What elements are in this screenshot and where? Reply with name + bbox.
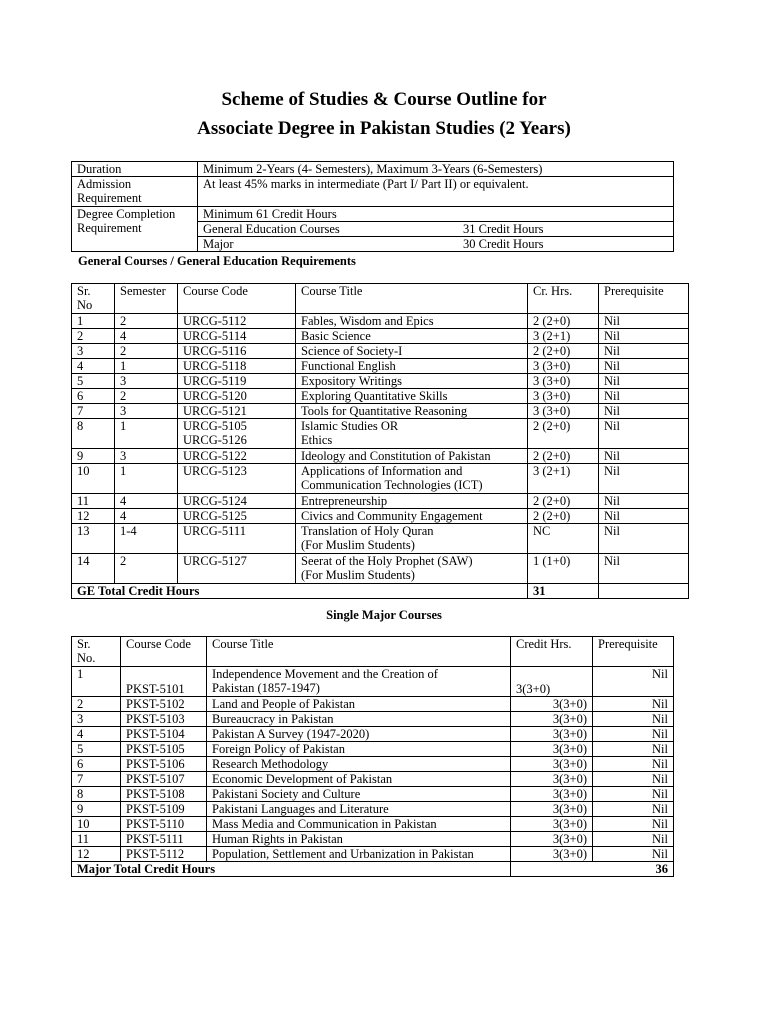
sr-cell: 7 xyxy=(72,404,115,419)
completion-label: Degree Completion Requirement xyxy=(72,207,198,252)
course-code-cell: URCG-5122 xyxy=(178,449,296,464)
course-code-cell: URCG-5112 xyxy=(178,314,296,329)
prerequisite-cell: Nil xyxy=(599,314,689,329)
course-title-cell: Exploring Quantitative Skills xyxy=(296,389,528,404)
table-row xyxy=(72,712,674,727)
credit-hours-cell: 2 (2+0) xyxy=(528,419,599,449)
prerequisite-cell: Nil xyxy=(599,359,689,374)
course-title-cell: Translation of Holy Quran (For Muslim Students) xyxy=(296,524,528,554)
credit-hours-cell: 3 (3+0) xyxy=(528,374,599,389)
table-row xyxy=(72,772,674,787)
semester-cell: 2 xyxy=(115,344,178,359)
table-row xyxy=(72,817,674,832)
course-code-cell: PKST-5102 xyxy=(121,697,207,712)
course-title-cell: Ideology and Constitution of Pakistan xyxy=(296,449,528,464)
credit-hours-cell: 3(3+0) xyxy=(511,667,593,697)
course-code-cell: PKST-5104 xyxy=(121,727,207,742)
general-section-title: General Courses / General Education Requirements xyxy=(78,254,356,268)
course-title-cell: Pakistani Society and Culture xyxy=(207,787,511,802)
major-total-row xyxy=(72,862,674,877)
semester-cell: 4 xyxy=(115,494,178,509)
table-row xyxy=(72,802,674,817)
total-label: GE Total Credit Hours xyxy=(72,584,528,599)
course-title-cell: Human Rights in Pakistan xyxy=(207,832,511,847)
course-title-cell: Independence Movement and the Creation of Pakistan (1857-1947) xyxy=(207,667,511,697)
course-code-cell: URCG-5111 xyxy=(178,524,296,554)
col-header-sr: Sr. No xyxy=(72,284,115,314)
semester-cell: 4 xyxy=(115,509,178,524)
semester-cell: 2 xyxy=(115,554,178,584)
sr-cell: 6 xyxy=(72,757,121,772)
prerequisite-cell: Nil xyxy=(593,772,674,787)
credit-hours-cell: 2 (2+0) xyxy=(528,509,599,524)
major-header-row xyxy=(72,637,674,667)
table-row xyxy=(72,832,674,847)
credit-hours-cell: 2 (2+0) xyxy=(528,344,599,359)
sr-cell: 2 xyxy=(72,697,121,712)
prerequisite-cell: Nil xyxy=(593,742,674,757)
table-row xyxy=(72,419,689,449)
prerequisite-cell: Nil xyxy=(593,712,674,727)
col-header-prereq: Prerequisite xyxy=(593,637,674,667)
admission-value: At least 45% marks in intermediate (Part I/ Part II) or equivalent. xyxy=(198,177,674,207)
col-header-semester: Semester xyxy=(115,284,178,314)
semester-cell: 1 xyxy=(115,419,178,449)
prerequisite-cell: Nil xyxy=(593,727,674,742)
page-title: Scheme of Studies & Course Outline for xyxy=(221,89,547,110)
sr-cell: 14 xyxy=(72,554,115,584)
prerequisite-cell: Nil xyxy=(593,847,674,862)
course-title-cell: Civics and Community Engagement xyxy=(296,509,528,524)
completion-row xyxy=(72,207,674,222)
course-title-cell: Seerat of the Holy Prophet (SAW) (For Muslim Students) xyxy=(296,554,528,584)
credit-hours-cell: 3(3+0) xyxy=(511,757,593,772)
semester-cell: 4 xyxy=(115,329,178,344)
sr-cell: 3 xyxy=(72,712,121,727)
col-header-code: Course Code xyxy=(121,637,207,667)
sr-cell: 7 xyxy=(72,772,121,787)
prerequisite-cell: Nil xyxy=(593,757,674,772)
sr-cell: 12 xyxy=(72,509,115,524)
course-title-cell: Economic Development of Pakistan xyxy=(207,772,511,787)
table-row xyxy=(72,757,674,772)
semester-cell: 1-4 xyxy=(115,524,178,554)
sr-cell: 6 xyxy=(72,389,115,404)
credit-hours-cell: NC xyxy=(528,524,599,554)
major-hours-cell: Major 30 Credit Hours xyxy=(198,237,674,252)
credit-hours-cell: 3(3+0) xyxy=(511,802,593,817)
course-title-cell: Land and People of Pakistan xyxy=(207,697,511,712)
prerequisite-cell: Nil xyxy=(593,802,674,817)
major-courses-table xyxy=(71,636,674,877)
general-total-row xyxy=(72,584,689,599)
duration-row xyxy=(72,162,674,177)
duration-label: Duration xyxy=(72,162,198,177)
prerequisite-cell: Nil xyxy=(593,667,674,697)
table-row xyxy=(72,787,674,802)
course-title-cell: Islamic Studies OR Ethics xyxy=(296,419,528,449)
prerequisite-cell: Nil xyxy=(599,344,689,359)
credit-hours-cell: 3 (2+1) xyxy=(528,329,599,344)
credit-hours-cell: 3(3+0) xyxy=(511,742,593,757)
course-title-cell: Expository Writings xyxy=(296,374,528,389)
credit-hours-cell: 3(3+0) xyxy=(511,772,593,787)
prerequisite-cell: Nil xyxy=(599,449,689,464)
course-title-cell: Mass Media and Communication in Pakistan xyxy=(207,817,511,832)
course-code-cell: URCG-5105 URCG-5126 xyxy=(178,419,296,449)
course-code-cell: PKST-5101 xyxy=(121,667,207,697)
course-code-cell: URCG-5114 xyxy=(178,329,296,344)
credit-hours-cell: 3(3+0) xyxy=(511,697,593,712)
total-value: 31 xyxy=(528,584,599,599)
prerequisite-cell: Nil xyxy=(599,494,689,509)
general-header-row xyxy=(72,284,689,314)
prerequisite-cell: Nil xyxy=(599,419,689,449)
sr-cell: 1 xyxy=(72,667,121,697)
course-title-cell: Science of Society-I xyxy=(296,344,528,359)
table-row xyxy=(72,509,689,524)
credit-hours-cell: 3(3+0) xyxy=(511,727,593,742)
semester-cell: 3 xyxy=(115,374,178,389)
credit-hours-cell: 2 (2+0) xyxy=(528,449,599,464)
total-label: Major Total Credit Hours xyxy=(72,862,511,877)
table-row xyxy=(72,374,689,389)
prerequisite-cell: Nil xyxy=(593,697,674,712)
course-code-cell: URCG-5127 xyxy=(178,554,296,584)
col-header-credit: Credit Hrs. xyxy=(511,637,593,667)
credit-hours-cell: 3(3+0) xyxy=(511,832,593,847)
col-header-credit: Cr. Hrs. xyxy=(528,284,599,314)
credit-hours-cell: 3 (3+0) xyxy=(528,389,599,404)
course-title-cell: Bureaucracy in Pakistan xyxy=(207,712,511,727)
semester-cell: 2 xyxy=(115,314,178,329)
duration-value: Minimum 2-Years (4- Semesters), Maximum 3-Years (6-Semesters) xyxy=(198,162,674,177)
course-title-cell: Population, Settlement and Urbanization in Pakistan xyxy=(207,847,511,862)
course-title-cell: Tools for Quantitative Reasoning xyxy=(296,404,528,419)
course-code-cell: PKST-5105 xyxy=(121,742,207,757)
sr-cell: 9 xyxy=(72,802,121,817)
course-title-cell: Pakistan A Survey (1947-2020) xyxy=(207,727,511,742)
credit-hours-cell: 3(3+0) xyxy=(511,787,593,802)
prerequisite-cell: Nil xyxy=(599,464,689,494)
credit-hours-cell: 3 (3+0) xyxy=(528,359,599,374)
credit-hours-cell: 3(3+0) xyxy=(511,712,593,727)
course-title-cell: Foreign Policy of Pakistan xyxy=(207,742,511,757)
col-header-code: Course Code xyxy=(178,284,296,314)
course-code-cell: URCG-5120 xyxy=(178,389,296,404)
prerequisite-cell: Nil xyxy=(599,554,689,584)
prerequisite-cell: Nil xyxy=(593,817,674,832)
credit-hours-cell: 3 (2+1) xyxy=(528,464,599,494)
table-row xyxy=(72,847,674,862)
program-info-table xyxy=(71,161,674,252)
course-code-cell: PKST-5111 xyxy=(121,832,207,847)
admission-label: Admission Requirement xyxy=(72,177,198,207)
semester-cell: 3 xyxy=(115,404,178,419)
sr-cell: 8 xyxy=(72,419,115,449)
total-empty xyxy=(599,584,689,599)
prerequisite-cell: Nil xyxy=(593,832,674,847)
semester-cell: 1 xyxy=(115,464,178,494)
sr-cell: 10 xyxy=(72,817,121,832)
semester-cell: 2 xyxy=(115,389,178,404)
course-code-cell: URCG-5124 xyxy=(178,494,296,509)
course-code-cell: PKST-5103 xyxy=(121,712,207,727)
credit-hours-cell: 3 (3+0) xyxy=(528,404,599,419)
credit-hours-cell: 1 (1+0) xyxy=(528,554,599,584)
sr-cell: 1 xyxy=(72,314,115,329)
table-row xyxy=(72,727,674,742)
prerequisite-cell: Nil xyxy=(599,329,689,344)
course-title-cell: Research Methodology xyxy=(207,757,511,772)
course-code-cell: URCG-5125 xyxy=(178,509,296,524)
semester-cell: 1 xyxy=(115,359,178,374)
table-row xyxy=(72,314,689,329)
semester-cell: 3 xyxy=(115,449,178,464)
prerequisite-cell: Nil xyxy=(599,404,689,419)
table-row xyxy=(72,449,689,464)
sr-cell: 4 xyxy=(72,359,115,374)
major-section-title: Single Major Courses xyxy=(326,608,442,622)
table-row xyxy=(72,359,689,374)
sr-cell: 11 xyxy=(72,832,121,847)
course-code-cell: PKST-5112 xyxy=(121,847,207,862)
course-code-cell: PKST-5109 xyxy=(121,802,207,817)
total-value: 36 xyxy=(511,862,674,877)
table-row xyxy=(72,404,689,419)
sr-cell: 8 xyxy=(72,787,121,802)
table-row xyxy=(72,667,674,697)
sr-cell: 2 xyxy=(72,329,115,344)
credit-hours-cell: 3(3+0) xyxy=(511,847,593,862)
course-code-cell: PKST-5107 xyxy=(121,772,207,787)
course-title-cell: Fables, Wisdom and Epics xyxy=(296,314,528,329)
table-row xyxy=(72,494,689,509)
prerequisite-cell: Nil xyxy=(599,509,689,524)
course-code-cell: PKST-5108 xyxy=(121,787,207,802)
sr-cell: 4 xyxy=(72,727,121,742)
course-title-cell: Applications of Information and Communication Technologies (ICT) xyxy=(296,464,528,494)
course-title-cell: Entrepreneurship xyxy=(296,494,528,509)
course-title-cell: Functional English xyxy=(296,359,528,374)
prerequisite-cell: Nil xyxy=(599,524,689,554)
table-row xyxy=(72,554,689,584)
course-code-cell: URCG-5116 xyxy=(178,344,296,359)
table-row xyxy=(72,742,674,757)
col-header-prereq: Prerequisite xyxy=(599,284,689,314)
course-title-cell: Basic Science xyxy=(296,329,528,344)
table-row xyxy=(72,464,689,494)
completion-value: Minimum 61 Credit Hours xyxy=(198,207,674,222)
page-subtitle: Associate Degree in Pakistan Studies (2 Years) xyxy=(197,118,571,139)
course-code-cell: URCG-5118 xyxy=(178,359,296,374)
prerequisite-cell: Nil xyxy=(593,787,674,802)
course-code-cell: PKST-5106 xyxy=(121,757,207,772)
course-code-cell: URCG-5123 xyxy=(178,464,296,494)
table-row xyxy=(72,329,689,344)
sr-cell: 9 xyxy=(72,449,115,464)
table-row xyxy=(72,344,689,359)
table-row xyxy=(72,697,674,712)
prerequisite-cell: Nil xyxy=(599,374,689,389)
sr-cell: 5 xyxy=(72,742,121,757)
col-header-title: Course Title xyxy=(207,637,511,667)
sr-cell: 3 xyxy=(72,344,115,359)
table-row xyxy=(72,524,689,554)
general-courses-table xyxy=(71,283,689,599)
col-header-sr: Sr. No. xyxy=(72,637,121,667)
admission-row xyxy=(72,177,674,207)
course-title-cell: Pakistani Languages and Literature xyxy=(207,802,511,817)
prerequisite-cell: Nil xyxy=(599,389,689,404)
course-code-cell: URCG-5119 xyxy=(178,374,296,389)
sr-cell: 11 xyxy=(72,494,115,509)
gen-ed-hours-cell: General Education Courses 31 Credit Hours xyxy=(198,222,674,237)
course-code-cell: URCG-5121 xyxy=(178,404,296,419)
sr-cell: 10 xyxy=(72,464,115,494)
course-code-cell: PKST-5110 xyxy=(121,817,207,832)
credit-hours-cell: 2 (2+0) xyxy=(528,314,599,329)
sr-cell: 12 xyxy=(72,847,121,862)
credit-hours-cell: 3(3+0) xyxy=(511,817,593,832)
col-header-title: Course Title xyxy=(296,284,528,314)
sr-cell: 13 xyxy=(72,524,115,554)
credit-hours-cell: 2 (2+0) xyxy=(528,494,599,509)
sr-cell: 5 xyxy=(72,374,115,389)
table-row xyxy=(72,389,689,404)
